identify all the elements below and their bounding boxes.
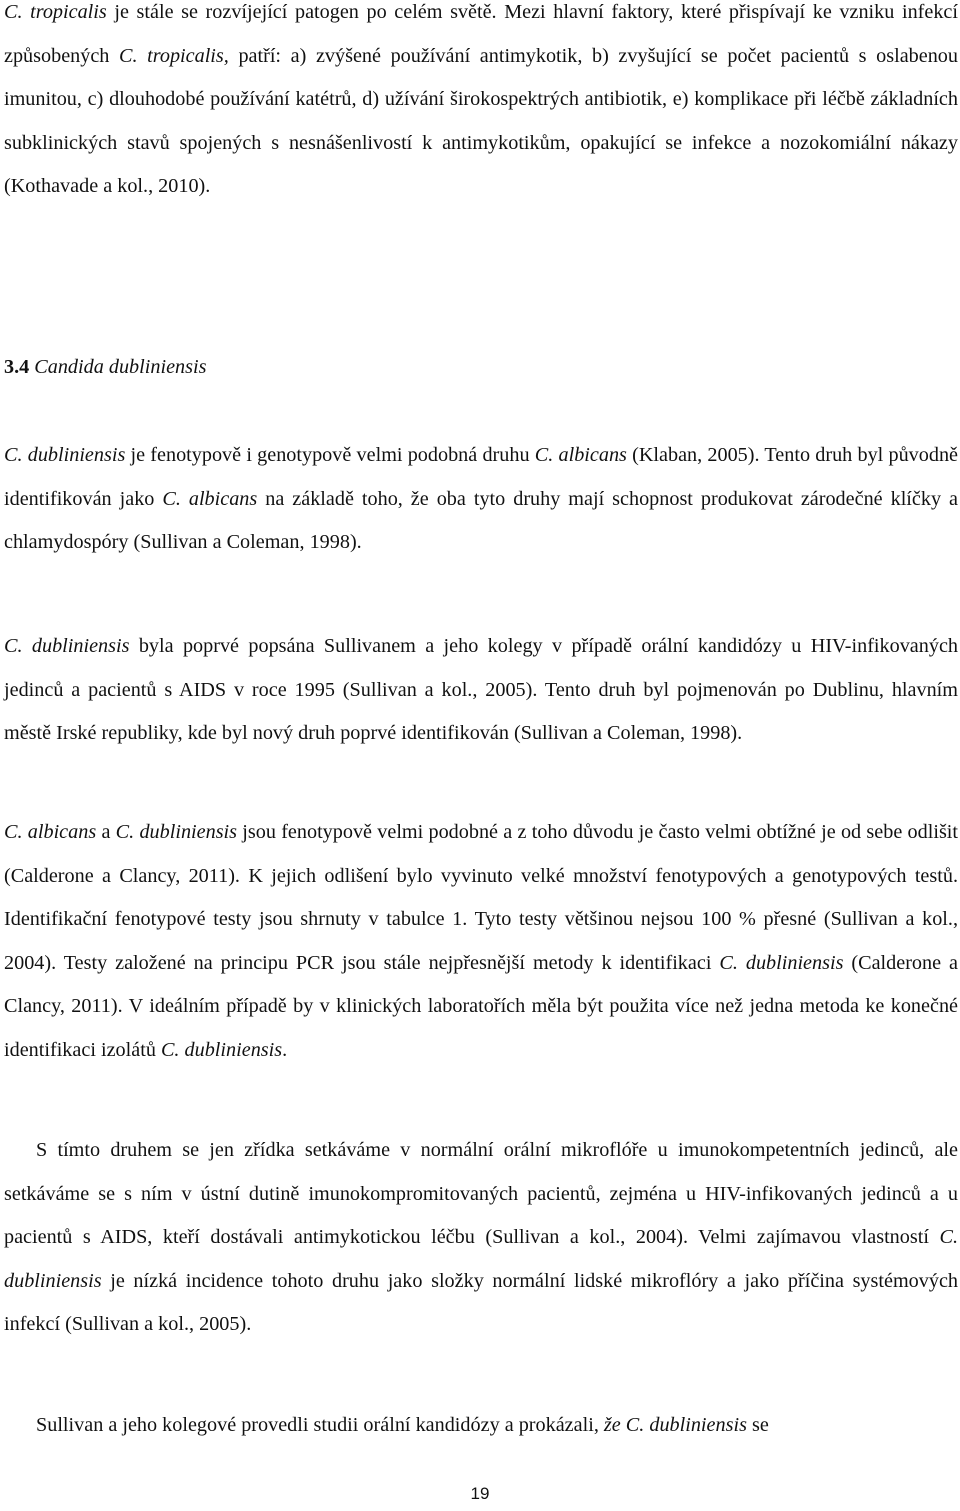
text-span: patří: a) zvýšené používání antimykotik, b) zvyšující se počet pacientů s oslabenou imunitou, c) dlouhodobé používání katétrů, d) užívání širokospektrých antibiotik, e) komplikace při léčbě základních subklinických stavů spojených s nesnášenlivostí k antimykotikům, opakující se infekce a nozokomiální nákazy (Kothavade a kol., 2010).	[4, 44, 958, 198]
paragraph-occurrence	[4, 1129, 958, 1347]
text-span: se	[746, 1414, 769, 1436]
species-name: C. dubliniensis	[160, 1038, 283, 1061]
section-number: 3.4	[4, 356, 35, 378]
species-name: C. dubliniensis	[719, 951, 844, 974]
species-name: C. dubliniensis	[4, 1226, 958, 1292]
section-title: Candida dubliniensis	[34, 356, 207, 378]
species-name: C. dubliniensis	[4, 635, 130, 657]
species-name: C. albicans	[534, 444, 627, 466]
paragraph-study	[4, 1404, 769, 1448]
text-span: je fenotypově i genotypově velmi podobná druhu	[125, 444, 535, 466]
text-span: S tímto druhem se jen zřídka setkáváme v normální orální mikroflóře u imunokompetentních jedinců, ale setkáváme se s ním v ústní dutině imunokompromitovaných pacientů, zejména u HIV-infikovaných jedinců a u pacientů s AIDS, kteří dostávali antimykotickou léčbu (Sullivan a kol., 2004). Velmi zajímavou vlastností	[4, 1139, 958, 1249]
text-span: je stále se rozvíjející patogen po celém světě. Mezi hlavní faktory, které přispívají ke vzniku infekcí způsobených	[4, 1, 959, 67]
species-name: C. dubliniensis	[115, 821, 238, 843]
section-heading	[4, 346, 206, 390]
text-span: je nízká incidence tohoto druhu jako složky normální lidské mikroflóry a jako příčina systémových infekcí (Sullivan a kol., 2005).	[4, 1269, 958, 1336]
text-span: a	[96, 821, 116, 843]
paragraph-dubliniensis-intro	[4, 434, 958, 565]
page-number: 19	[470, 1484, 490, 1503]
paragraph-identification	[4, 811, 958, 1073]
species-name: C. albicans	[4, 821, 97, 843]
paragraph-tropicalis	[4, 0, 958, 209]
species-name: C. tropicalis	[4, 1, 107, 23]
text-span: .	[282, 1038, 288, 1061]
text-span: jsou fenotypově velmi podobné a z toho důvodu je často velmi obtížné je od sebe odlišit (Calderone a Clancy, 2011). K jejich odlišení bylo vyvinuto velké množství fenotypových a genotypových testů. Identifikační fenotypové testy jsou shrnuty v tabulce 1. Tyto testy většinou nejsou 100 % přesné (Sullivan a kol., 2004). Testy založené na principu PCR jsou stále nejpřesnější metody k identifikaci	[4, 821, 959, 974]
species-name: že C. dubliniensis	[603, 1414, 747, 1436]
text-span: byla poprvé popsána Sullivanem a jeho kolegy v případě orální kandidózy u HIV-infikovaných jedinců a pacientů s AIDS v roce 1995 (Sullivan a kol., 2005). Tento druh byl pojmenován po Dublinu, hlavním městě Irské republiky, kde byl nový druh poprvé identifikován (Sullivan a Coleman, 1998).	[4, 635, 959, 745]
paragraph-dubliniensis-history	[4, 625, 958, 756]
text-span: (Klaban, 2005). Tento druh byl původně identifikován jako	[4, 444, 959, 510]
text-span: na základě toho, že oba tyto druhy mají schopnost produkovat zárodečné klíčky a chlamydospóry (Sullivan a Coleman, 1998).	[4, 487, 958, 554]
species-name: C. dubliniensis	[4, 444, 126, 466]
text-span: (Calderone a Clancy, 2011). V ideálním případě by v klinických laboratořích měla být použita více než jedna metoda ke konečné identifikaci izolátů	[4, 951, 958, 1061]
text-span: Sullivan a jeho kolegové provedli studii orální kandidózy a prokázali,	[36, 1414, 604, 1436]
species-name: C. tropicalis,	[119, 44, 229, 67]
species-name: C. albicans	[162, 487, 258, 510]
